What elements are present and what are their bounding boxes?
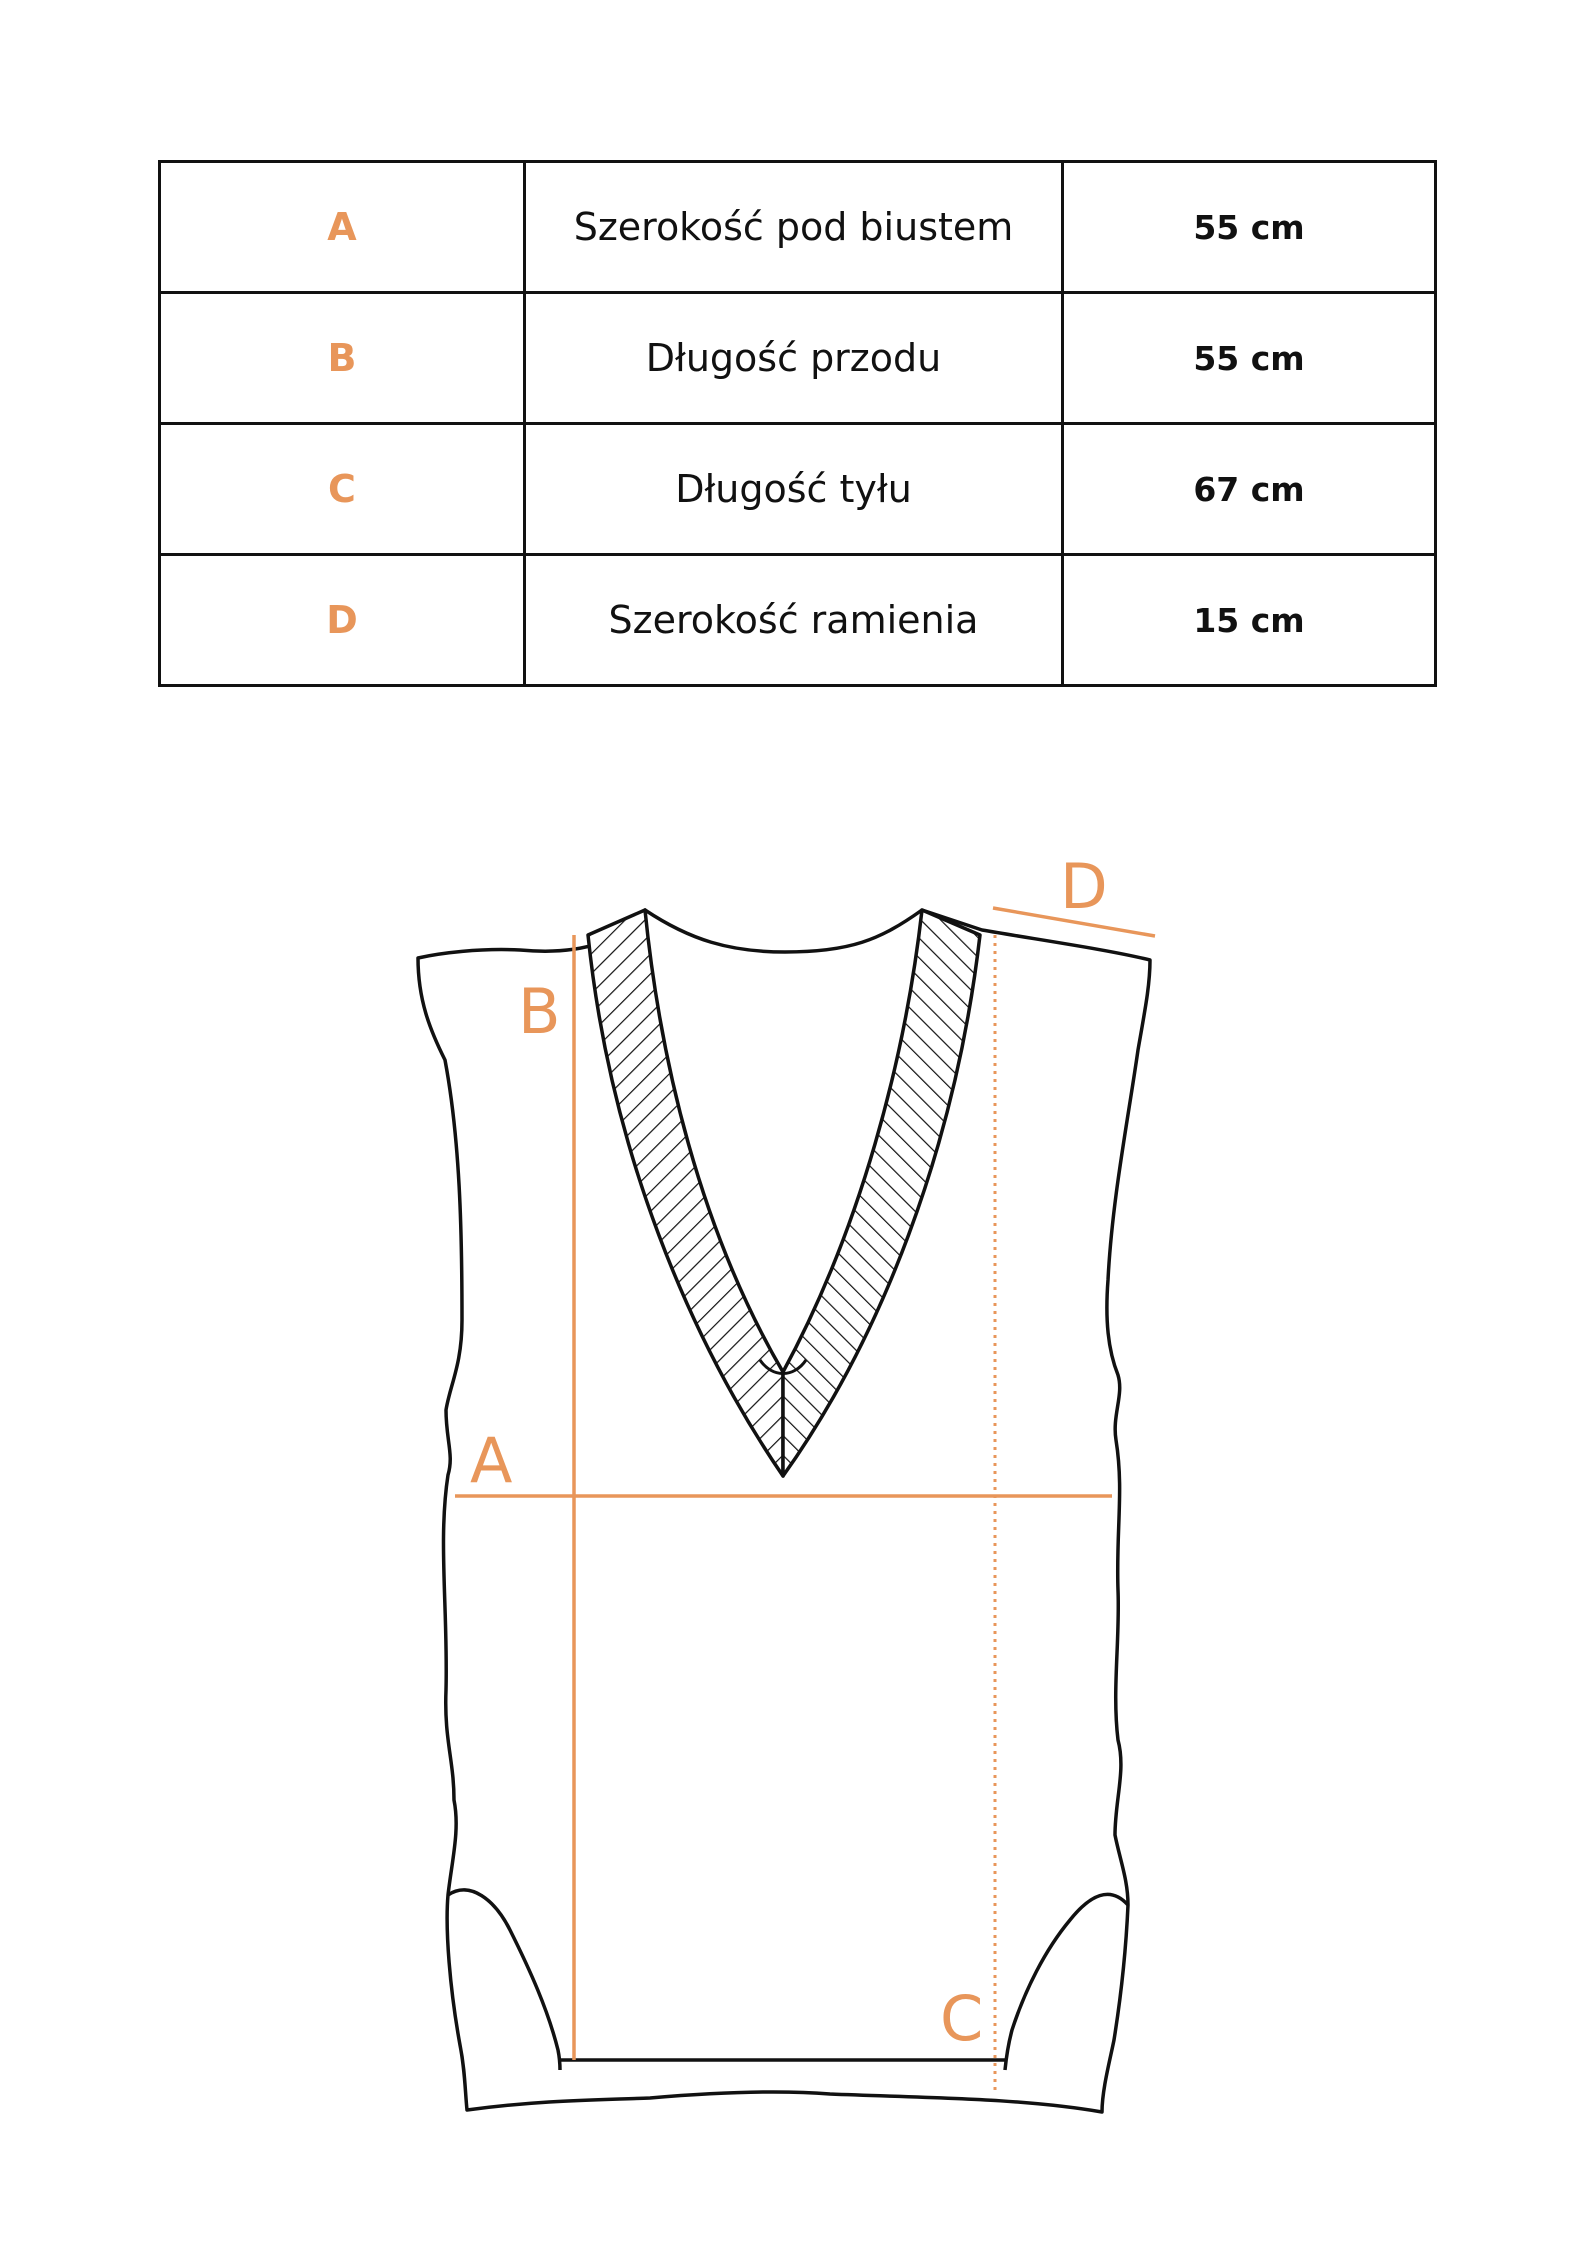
diagram-label-a: A (470, 1424, 513, 1497)
neck-rib-right (783, 910, 980, 1476)
measurement-value: 55 cm (1063, 162, 1436, 293)
measurement-letter: D (160, 555, 525, 686)
measurement-value: 67 cm (1063, 424, 1436, 555)
diagram-label-b: B (518, 975, 561, 1048)
diagram-label-c: C (940, 1982, 984, 2055)
slit-right (1005, 1894, 1128, 2070)
measurement-name: Długość tyłu (525, 424, 1063, 555)
measurement-letter: B (160, 293, 525, 424)
measurement-letter: C (160, 424, 525, 555)
measurement-letter: A (160, 162, 525, 293)
slit-left (448, 1890, 560, 2070)
measurement-value: 15 cm (1063, 555, 1436, 686)
measurement-value: 55 cm (1063, 293, 1436, 424)
measurement-name: Szerokość ramienia (525, 555, 1063, 686)
vest-outline (418, 910, 1150, 2112)
measurement-name: Szerokość pod biustem (525, 162, 1063, 293)
measurement-name: Długość przodu (525, 293, 1063, 424)
neck-rib-left (588, 910, 783, 1476)
diagram-label-d: D (1060, 850, 1108, 923)
